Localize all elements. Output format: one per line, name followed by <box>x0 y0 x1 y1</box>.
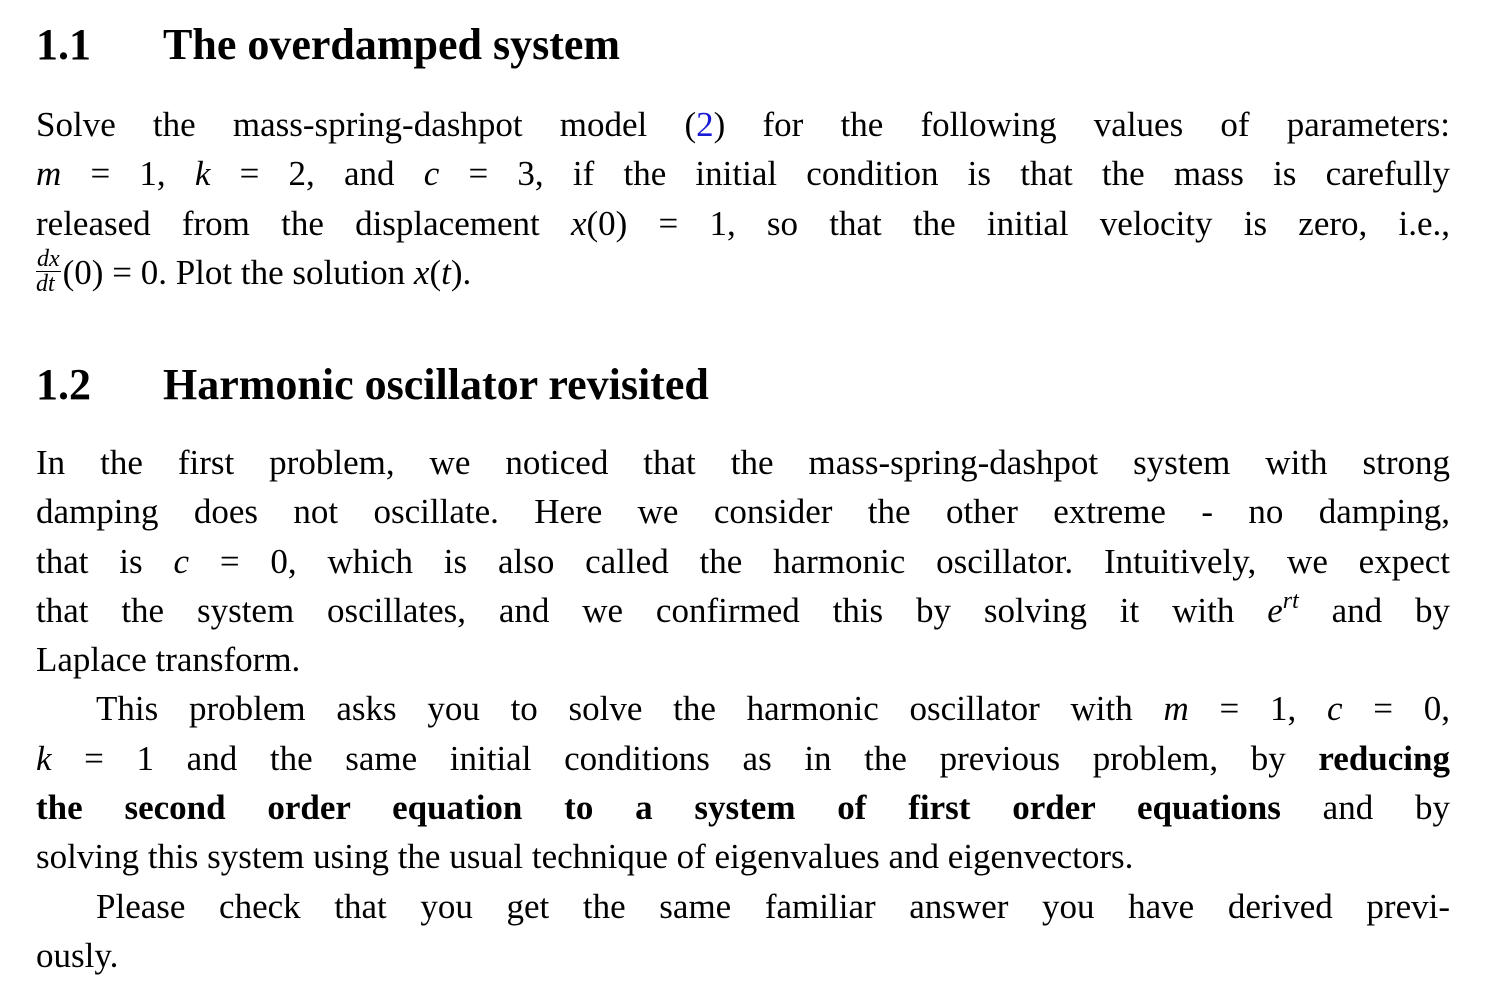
section-heading-overdamped <box>36 20 620 70</box>
text-line <box>36 248 1450 300</box>
text-run: ously. <box>36 935 119 975</box>
text-run: (0) = 0. Plot the solution <box>62 252 414 292</box>
text-run: for the following values of parameters: <box>725 105 1451 144</box>
fraction-denominator: dt <box>36 271 55 298</box>
text-run: and by <box>1280 788 1450 828</box>
text-run: Solve the mass-spring-dashpot model <box>36 105 685 144</box>
paragraph-harmonic-oscillator <box>36 438 1450 980</box>
text-line <box>36 734 1450 783</box>
math-variable: x <box>570 203 587 243</box>
text-run: = 0, which is also called the harmonic oscillator. Intuitively, we expect <box>189 541 1451 581</box>
text-run: Laplace transform. <box>36 640 301 680</box>
math-variable: c <box>423 154 440 194</box>
text-run: = 0, <box>1342 689 1450 729</box>
text-run: = 3, if the initial condition is that the mass is carefully <box>439 154 1450 194</box>
text-run: = 1, <box>61 154 195 194</box>
paragraph-overdamped <box>36 100 1450 300</box>
text-run: ) <box>713 105 726 144</box>
text-run: ). <box>450 252 472 292</box>
section-number: 1.1 <box>36 20 91 69</box>
text-line <box>36 537 1450 586</box>
text-run: = 1 and the same initial conditions as in the previous problem, by <box>51 738 1319 778</box>
text-run: In the first problem, we noticed that the mass-spring-dashpot system with strong <box>36 443 1450 482</box>
math-variable: t <box>441 252 451 292</box>
text-run: damping does not oscillate. Here we consider the other extreme - no damping, <box>36 492 1450 532</box>
math-variable: k <box>36 738 52 778</box>
text-run: This problem asks you to solve the harmonic oscillator with <box>96 689 1164 729</box>
text-run: that the system oscillates, and we confirmed this by solving it with <box>36 590 1268 630</box>
text-line <box>36 199 1450 248</box>
text-line <box>36 635 1450 684</box>
math-variable: k <box>194 154 211 194</box>
text-run: = 2, and <box>210 154 424 194</box>
text-run: that is <box>36 541 174 581</box>
section-title: Harmonic oscillator revisited <box>163 360 709 409</box>
bold-emphasis: reducing <box>1318 738 1450 778</box>
text-run: = 1, <box>1188 689 1327 729</box>
text-line <box>36 882 1450 931</box>
bold-emphasis: the second order equation to a system of first order equations <box>36 788 1281 828</box>
text-run: ( <box>684 105 697 144</box>
equation-reference-number[interactable]: 2 <box>696 105 714 144</box>
text-run: and by <box>1298 590 1450 630</box>
text-run: Please check that you get the same familiar answer you have derived previ- <box>96 886 1450 926</box>
text-line <box>36 684 1450 733</box>
math-variable: m <box>1163 689 1189 729</box>
text-run: released from the displacement <box>36 203 571 243</box>
text-line <box>36 783 1450 832</box>
equation-reference-link[interactable] <box>684 105 725 144</box>
text-line <box>36 931 1450 980</box>
fraction-numerator: dx <box>37 246 60 273</box>
derivative-fraction <box>36 247 61 296</box>
section-number: 1.2 <box>36 360 91 409</box>
text-line <box>36 438 1450 487</box>
math-variable: x <box>413 252 430 292</box>
section-title: The overdamped system <box>163 20 621 69</box>
text-line <box>36 100 1450 149</box>
math-variable: e <box>1267 590 1283 630</box>
math-variable: m <box>36 154 62 194</box>
math-exponent: rt <box>1282 587 1299 614</box>
text-line <box>36 832 1450 881</box>
text-run: (0) = 1, so that the initial velocity is zero, i.e., <box>586 203 1450 243</box>
text-run: solving this system using the usual technique of eigenvalues and eigenvectors. <box>36 837 1134 877</box>
math-variable: c <box>1326 689 1343 729</box>
section-heading-harmonic-oscillator <box>36 360 709 410</box>
text-run: ( <box>429 252 442 292</box>
text-line <box>36 149 1450 198</box>
math-variable: c <box>173 541 190 581</box>
text-line <box>36 586 1450 635</box>
text-line <box>36 487 1450 536</box>
